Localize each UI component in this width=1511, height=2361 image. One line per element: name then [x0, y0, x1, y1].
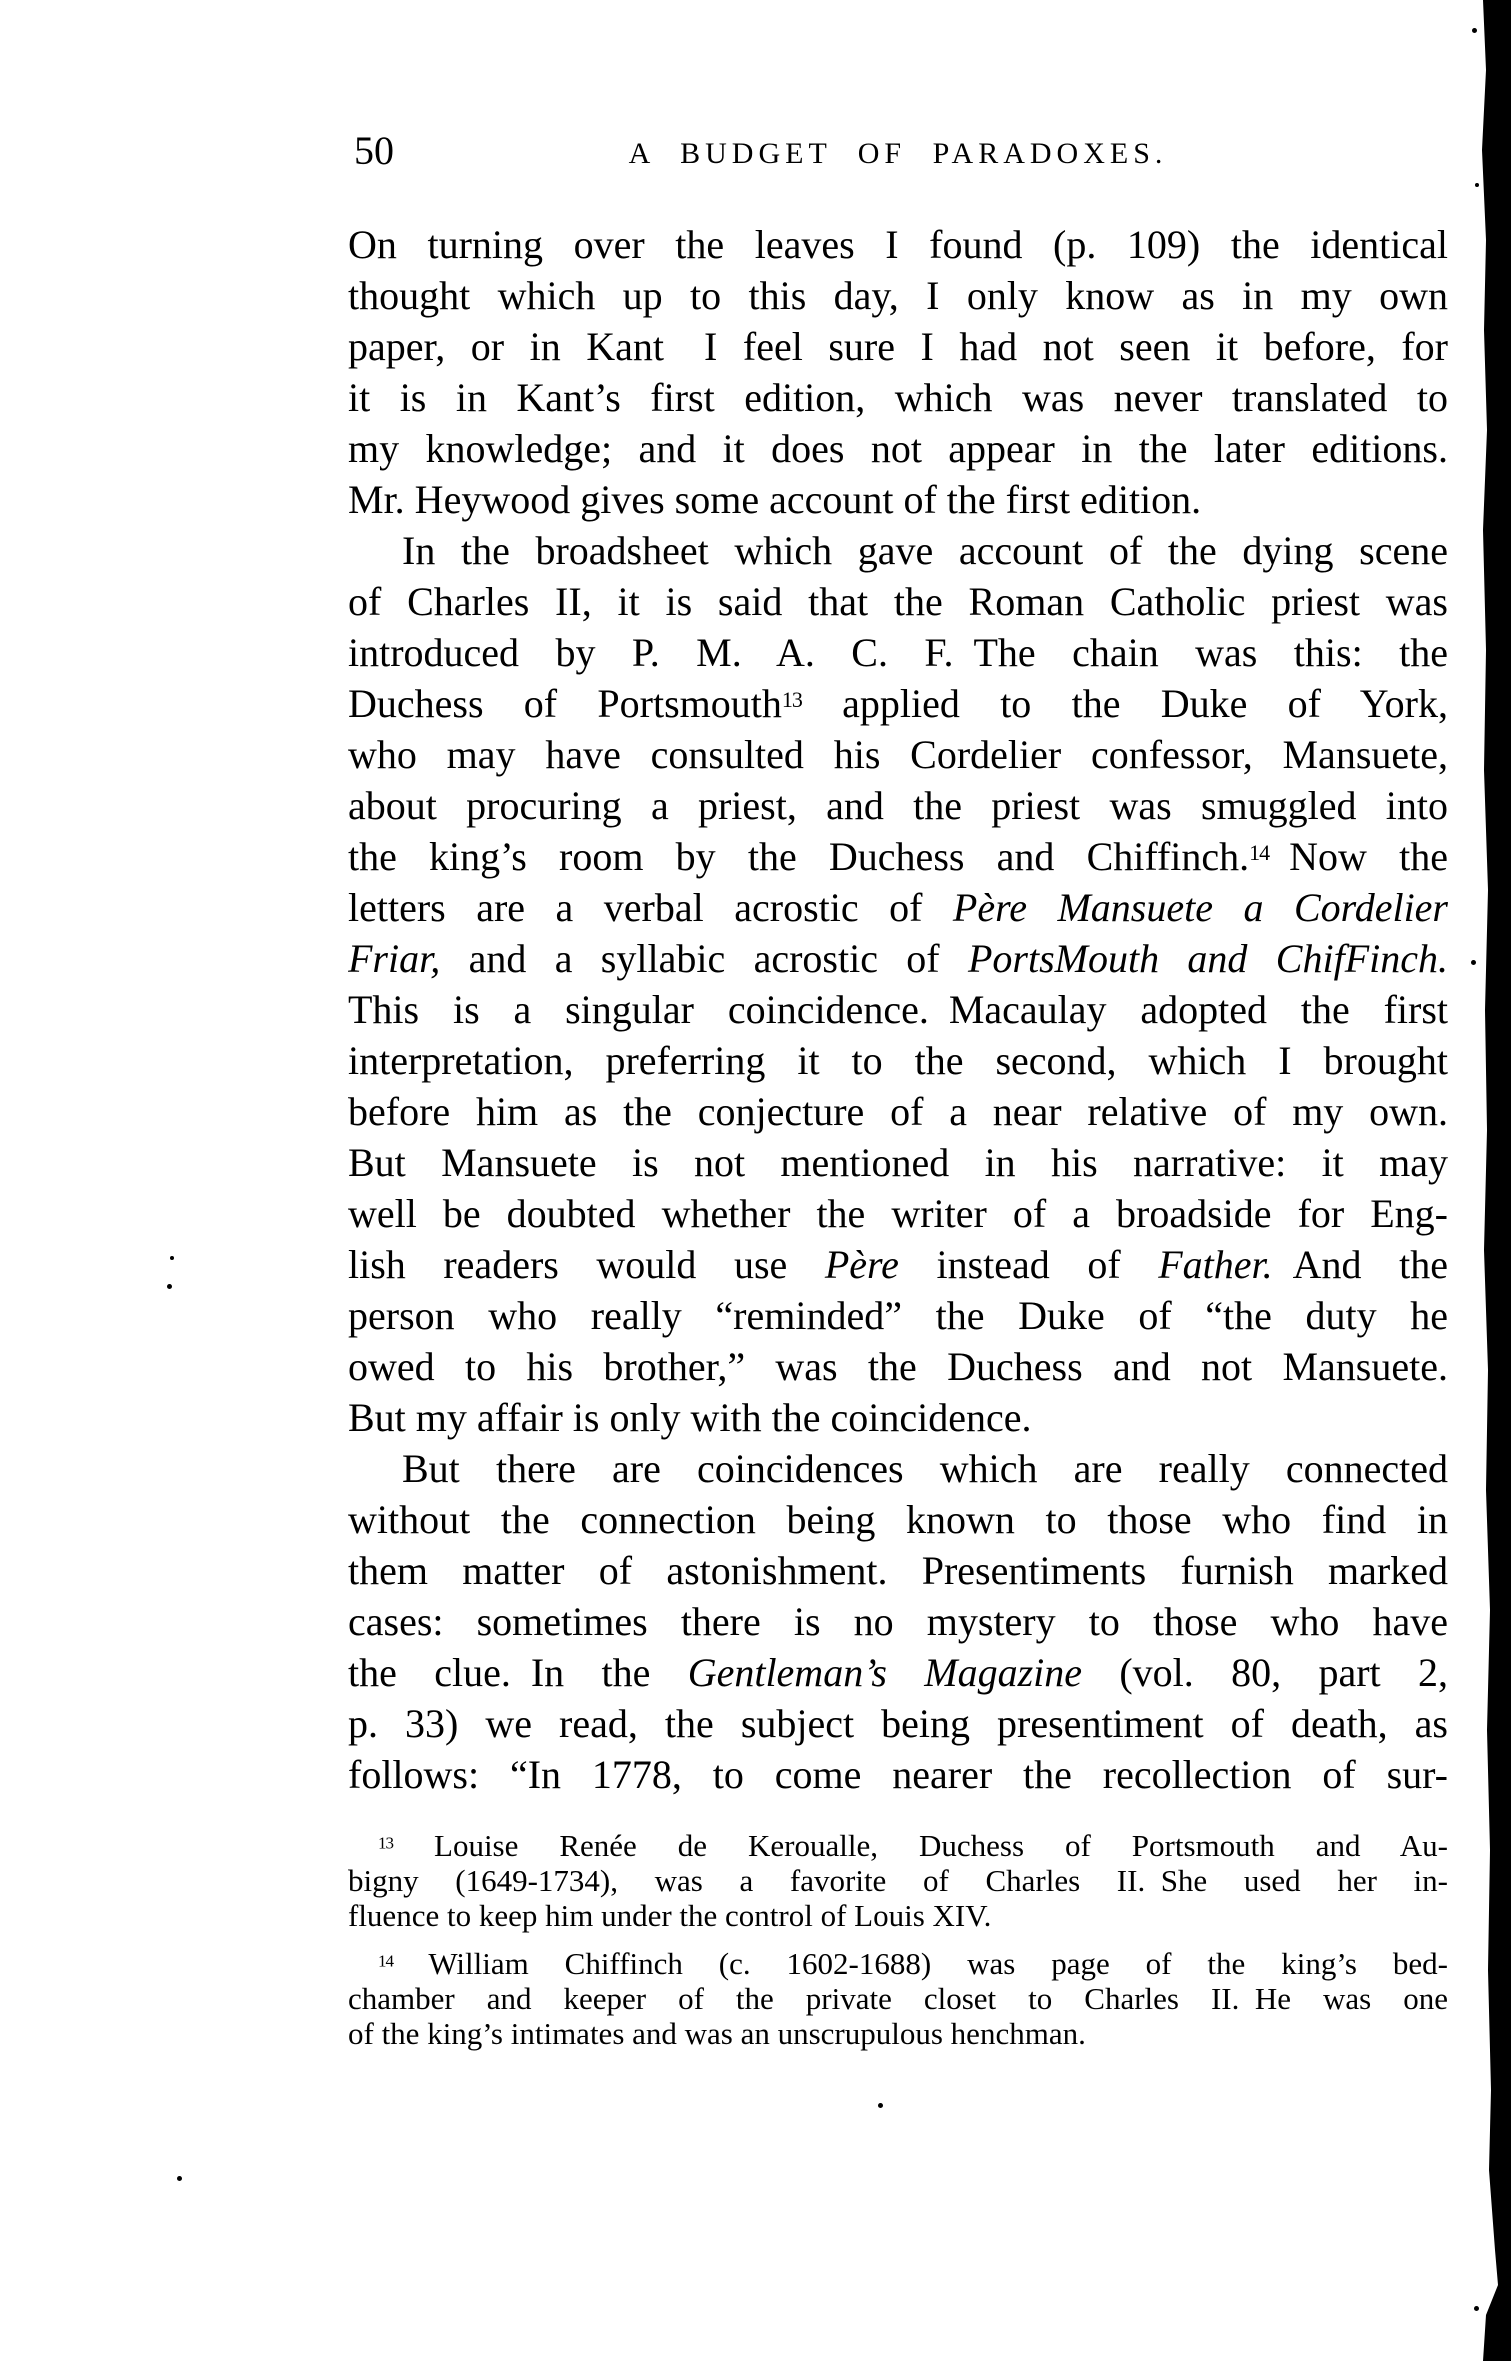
text-segment: PortsMouth and ChifFinch. — [967, 936, 1448, 981]
body-line — [348, 831, 1448, 882]
text-segment: p. 33) we read, the subject being presentiment of death, as — [348, 1701, 1448, 1746]
text-segment: my knowledge; and it does not appear in the later editions. — [348, 426, 1448, 471]
body-line — [348, 474, 1448, 525]
body-line — [348, 882, 1448, 933]
body-line — [348, 678, 1448, 729]
text-segment: before him as the conjecture of a near relative of my own. — [348, 1089, 1448, 1134]
body-line — [348, 1698, 1448, 1749]
body-line-paragraph — [348, 219, 1448, 525]
text-segment: Père — [824, 1242, 899, 1287]
body-line — [348, 321, 1448, 372]
text-segment: well be doubted whether the writer of a broadside for Eng- — [348, 1191, 1448, 1236]
text-segment: Père Mansuete a Cordelier — [952, 885, 1448, 930]
text-segment: paper, or in Kant I feel sure I had not seen it before, for — [348, 324, 1448, 369]
footnote-line — [348, 1898, 1448, 1933]
body-line — [348, 1545, 1448, 1596]
text-segment: Mr. Heywood gives some account of the first edition. — [348, 477, 1202, 522]
footnote-line — [348, 2016, 1448, 2051]
text-segment: On turning over the leaves I found (p. 109) the identical — [348, 222, 1448, 267]
footnote-line — [348, 1946, 1448, 1981]
text-segment: And the — [1272, 1242, 1448, 1287]
text-segment: (vol. 80, part 2, — [1082, 1650, 1448, 1695]
body-line-paragraph — [348, 1443, 1448, 1800]
text-segment: instead of — [898, 1242, 1159, 1287]
body-line — [348, 372, 1448, 423]
text-segment: But my affair is only with the coincidence. — [348, 1395, 1032, 1440]
footnote-line-paragraph — [348, 1828, 1448, 1933]
text-segment: In the broadsheet which gave account of the dying scene — [402, 528, 1448, 573]
text-segment: thought which up to this day, I only know as in my own — [348, 273, 1448, 318]
body-line — [348, 423, 1448, 474]
body-line — [348, 1341, 1448, 1392]
footnote-line — [348, 1981, 1448, 2016]
text-segment: lish readers would use — [348, 1242, 825, 1287]
text-segment: who may have consulted his Cordelier confessor, Mansuete, — [348, 732, 1448, 777]
text-segment: applied to the Duke of York, — [801, 681, 1448, 726]
scan-edge-artifact — [1471, 0, 1511, 2361]
body-line — [348, 1137, 1448, 1188]
text-segment: fluence to keep him under the control of Louis XIV. — [348, 1898, 992, 1933]
text-segment: the clue. In the — [348, 1650, 688, 1695]
text-segment: William Chiffinch (c. 1602-1688) was page of the king’s bed- — [393, 1946, 1448, 1981]
text-segment: interpretation, preferring it to the second, which I brought — [348, 1038, 1448, 1083]
body-text — [348, 219, 1448, 1800]
text-segment: chamber and keeper of the private closet to Charles II. He was one — [348, 1981, 1448, 2016]
page-number: 50 — [354, 128, 394, 173]
scan-speck — [878, 2103, 883, 2108]
text-segment: But Mansuete is not mentioned in his narrative: it may — [348, 1140, 1448, 1185]
body-line — [348, 1749, 1448, 1800]
footnote-ref: 14 — [378, 1951, 394, 1971]
text-segment: letters are a verbal acrostic of — [348, 885, 953, 930]
body-line — [348, 1596, 1448, 1647]
body-line — [348, 1647, 1448, 1698]
footnotes — [348, 1828, 1448, 2051]
body-line — [348, 576, 1448, 627]
body-line — [348, 1188, 1448, 1239]
body-line — [348, 1392, 1448, 1443]
text-segment: person who really “reminded” the Duke of “the duty he — [348, 1293, 1448, 1338]
text-segment: of Charles II, it is said that the Roman Catholic priest was — [348, 579, 1448, 624]
text-segment: Gentleman’s Magazine — [687, 1650, 1083, 1695]
footnote-line — [348, 1863, 1448, 1898]
running-title: A BUDGET OF PARADOXES. — [628, 137, 1168, 170]
body-line — [348, 270, 1448, 321]
page-header — [348, 128, 1448, 178]
text-segment: and a syllabic acrostic of — [440, 936, 968, 981]
body-line — [348, 933, 1448, 984]
footnote-line-paragraph — [348, 1946, 1448, 2051]
body-line — [348, 1290, 1448, 1341]
text-segment: introduced by P. M. A. C. F. The chain was this: the — [348, 630, 1448, 675]
text-segment: owed to his brother,” was the Duchess and not Mansuete. — [348, 1344, 1448, 1389]
footnote-line — [348, 1828, 1448, 1863]
text-segment: Louise Renée de Keroualle, Duchess of Portsmouth and Au- — [393, 1828, 1448, 1863]
body-line — [348, 1443, 1448, 1494]
body-line — [348, 984, 1448, 1035]
text-segment: follows: “In 1778, to come nearer the recollection of sur- — [348, 1752, 1448, 1797]
body-line — [348, 1086, 1448, 1137]
body-line — [348, 219, 1448, 270]
text-segment: This is a singular coincidence. Macaulay adopted the first — [348, 987, 1448, 1032]
footnote-ref: 13 — [781, 687, 802, 713]
text-segment: it is in Kant’s first edition, which was never translated to — [348, 375, 1448, 420]
body-line — [348, 627, 1448, 678]
body-line — [348, 525, 1448, 576]
text-segment: Father. — [1158, 1242, 1273, 1287]
text-segment: bigny (1649-1734), was a favorite of Charles II. She used her in- — [348, 1863, 1448, 1898]
scan-speck — [1472, 28, 1477, 33]
text-segment: cases: sometimes there is no mystery to those who have — [348, 1599, 1448, 1644]
text-segment: Duchess of Portsmouth — [348, 681, 782, 726]
text-segment: the king’s room by the Duchess and Chiffinch. — [348, 834, 1250, 879]
text-segment: without the connection being known to those who find in — [348, 1497, 1448, 1542]
body-line — [348, 1494, 1448, 1545]
body-line — [348, 1035, 1448, 1086]
text-segment: of the king’s intimates and was an unscrupulous henchman. — [348, 2016, 1086, 2051]
body-line-paragraph — [348, 525, 1448, 1443]
text-segment: Friar, — [348, 936, 441, 981]
text-segment: But there are coincidences which are really connected — [402, 1446, 1448, 1491]
body-line — [348, 780, 1448, 831]
scan-speck — [1471, 960, 1476, 965]
body-line — [348, 1239, 1448, 1290]
scan-speck — [1474, 2306, 1479, 2311]
footnote-ref: 14 — [1249, 840, 1270, 866]
scan-speck — [177, 2176, 182, 2181]
scan-speck — [167, 1284, 172, 1289]
text-segment: Now the — [1269, 834, 1448, 879]
body-line — [348, 729, 1448, 780]
scan-speck — [1475, 183, 1479, 187]
text-segment: about procuring a priest, and the priest was smuggled into — [348, 783, 1448, 828]
scan-speck — [170, 1256, 174, 1260]
footnote-ref: 13 — [378, 1833, 394, 1853]
text-segment: them matter of astonishment. Presentiments furnish marked — [348, 1548, 1448, 1593]
